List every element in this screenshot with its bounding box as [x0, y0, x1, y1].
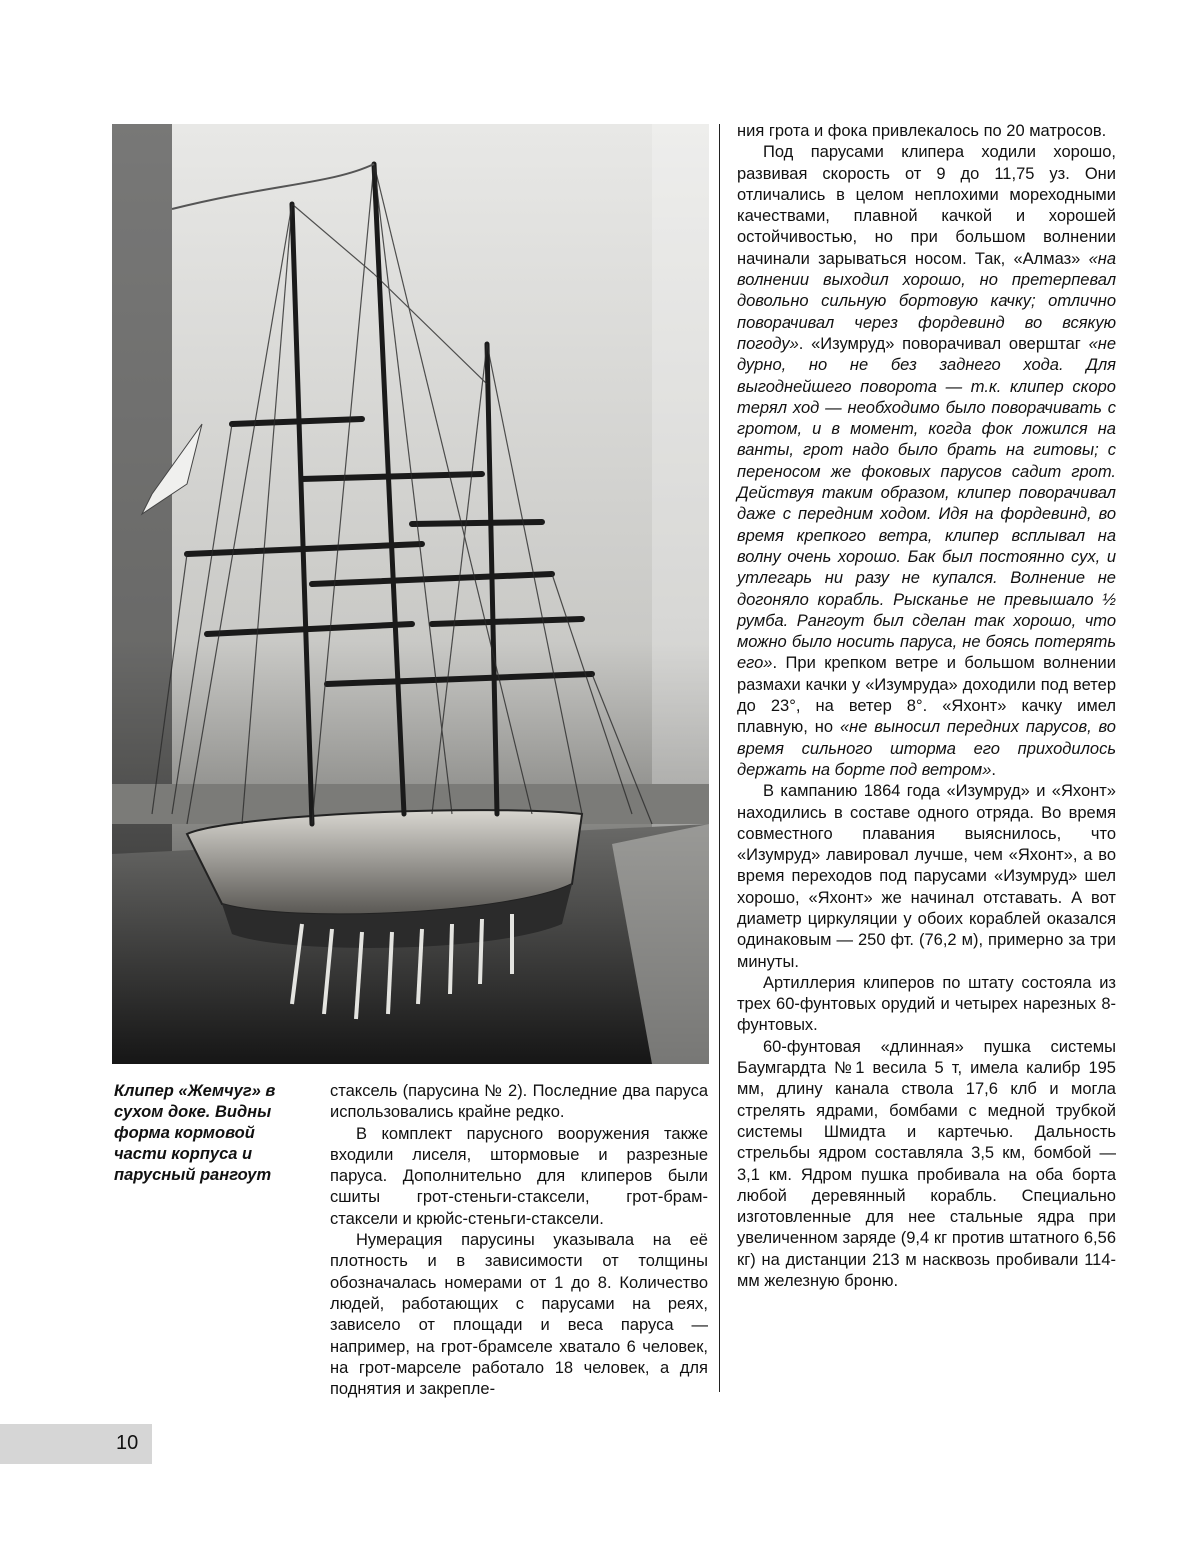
ship-illustration — [112, 124, 709, 1064]
paragraph: стаксель (парусина № 2). Последние два паруса использовались крайне редко. — [330, 1082, 708, 1122]
text-run: . При крепком ветре и большом волнении размахи качки у «Изумруда» доходили под ветер до 23°, на ветер 8°. «Яхонт» качку имел плавную, но — [737, 654, 1116, 737]
text-run: Под парусами клипера ходили хорошо, развивая скорость от 9 до 11,75 уз. Они отличались в целом неплохими мореходными качествами, плавной качкой и хорошей остойчивостью, но при большом волнении начинали зарываться носом. Так, «Алмаз» — [737, 143, 1116, 268]
middle-column — [330, 1081, 708, 1400]
paragraph: В комплект парусного вооружения также входили лиселя, штормовые и разрезные паруса. Дополнительно для клиперов были сшиты грот-стеньги-стаксели, грот-брам-стаксели и крюйс-стеньги-стаксели. — [330, 1124, 708, 1228]
paragraph: ния грота и фока привлекалось по 20 матросов. — [737, 122, 1107, 140]
paragraph: 60-фунтовая «длинная» пушка системы Баумгардта №1 весила 5 т, имела калибр 195 мм, длину канала ствола 17,6 клб и могла стрелять ядрами, бомбами с медной трубкой системы Шмидта и картечью. Дальность стрельбы ядром составляла 3,5 км, бомбой — 3,1 км. Ядром пушка пробивала на оба борта любой деревянный корабль. Специально изготовленные для нее стальные ядра при увеличенном заряде (9,4 кг против штатного 6,56 кг) на дистанции 213 м насквозь пробивали 114-мм железную броню. — [737, 1037, 1116, 1291]
paragraph: В кампанию 1864 года «Изумруд» и «Яхонт» находились в составе одного отряда. Во время совместного плавания выяснилось, что «Изумруд» лавировал лучше, чем «Яхонт», а во время переходов под парусами «Изумруд» шел хорошо, «Яхонт» же начинал отставать. А вот диаметр циркуляции у обоих кораблей оказался одинаковым — 250 фт. (76,2 м), примерно за три минуты. — [737, 782, 1116, 971]
paragraph: Нумерация парусины указывала на её плотность и в зависимости от толщины обозначалась номерами от 1 до 8. Количество людей, работающих с парусами на реях, зависело от площади и веса паруса — например, на грот-брамселе хватало 6 человек, на грот-марселе работало 18 человек, а для поднятия и закрепле- — [330, 1231, 708, 1399]
page-number: 10 — [116, 1432, 139, 1454]
paragraph: Артиллерия клиперов по штату состояла из трех 60-фунтовых орудий и четырех нарезных 8-фунтовых. — [737, 973, 1116, 1035]
text-run: . — [991, 760, 996, 779]
column-divider — [719, 124, 720, 1392]
right-column — [737, 121, 1116, 1292]
ship-photo — [112, 124, 709, 1064]
paragraph — [737, 142, 1116, 781]
quote: «не выносил передних парусов, во время сильного шторма его приходилось держать на борте под ветром» — [737, 718, 1116, 779]
text-run: . «Изумруд» поворачивал оверштаг — [798, 334, 1089, 353]
photo-caption: Клипер «Жемчуг» в сухом доке. Видны форма кормовой части корпуса и парусный рангоут — [114, 1082, 276, 1184]
quote: «не дурно, но не без заднего хода. Для выгоднейшего поворота — т.к. клипер скоро терял ход — необходимо было поворачивать с гротом, и в момент, когда фок ложился на ванты, грот надо было брать на гитовы; с переносом же фоковых парусов садит грот. Действуя таким образом, клипер поворачивал даже с передним ходом. Идя на фордевинд, во время крепкого ветра, клипер всплывал на волну очень хорошо. Бак был постоянно сух, и утлегарь ни разу не купался. Волнение не догоняло корабль. Рысканье не превышало ½ румба. Рангоут был сделан так хорошо, что можно было носить паруса, не боясь потерять его» — [737, 334, 1116, 673]
quote: «на волнении выходил хорошо, но претерпевал довольно сильную бортовую качку; отлично поворачивал через фордевинд во всякую погоду» — [737, 249, 1116, 353]
